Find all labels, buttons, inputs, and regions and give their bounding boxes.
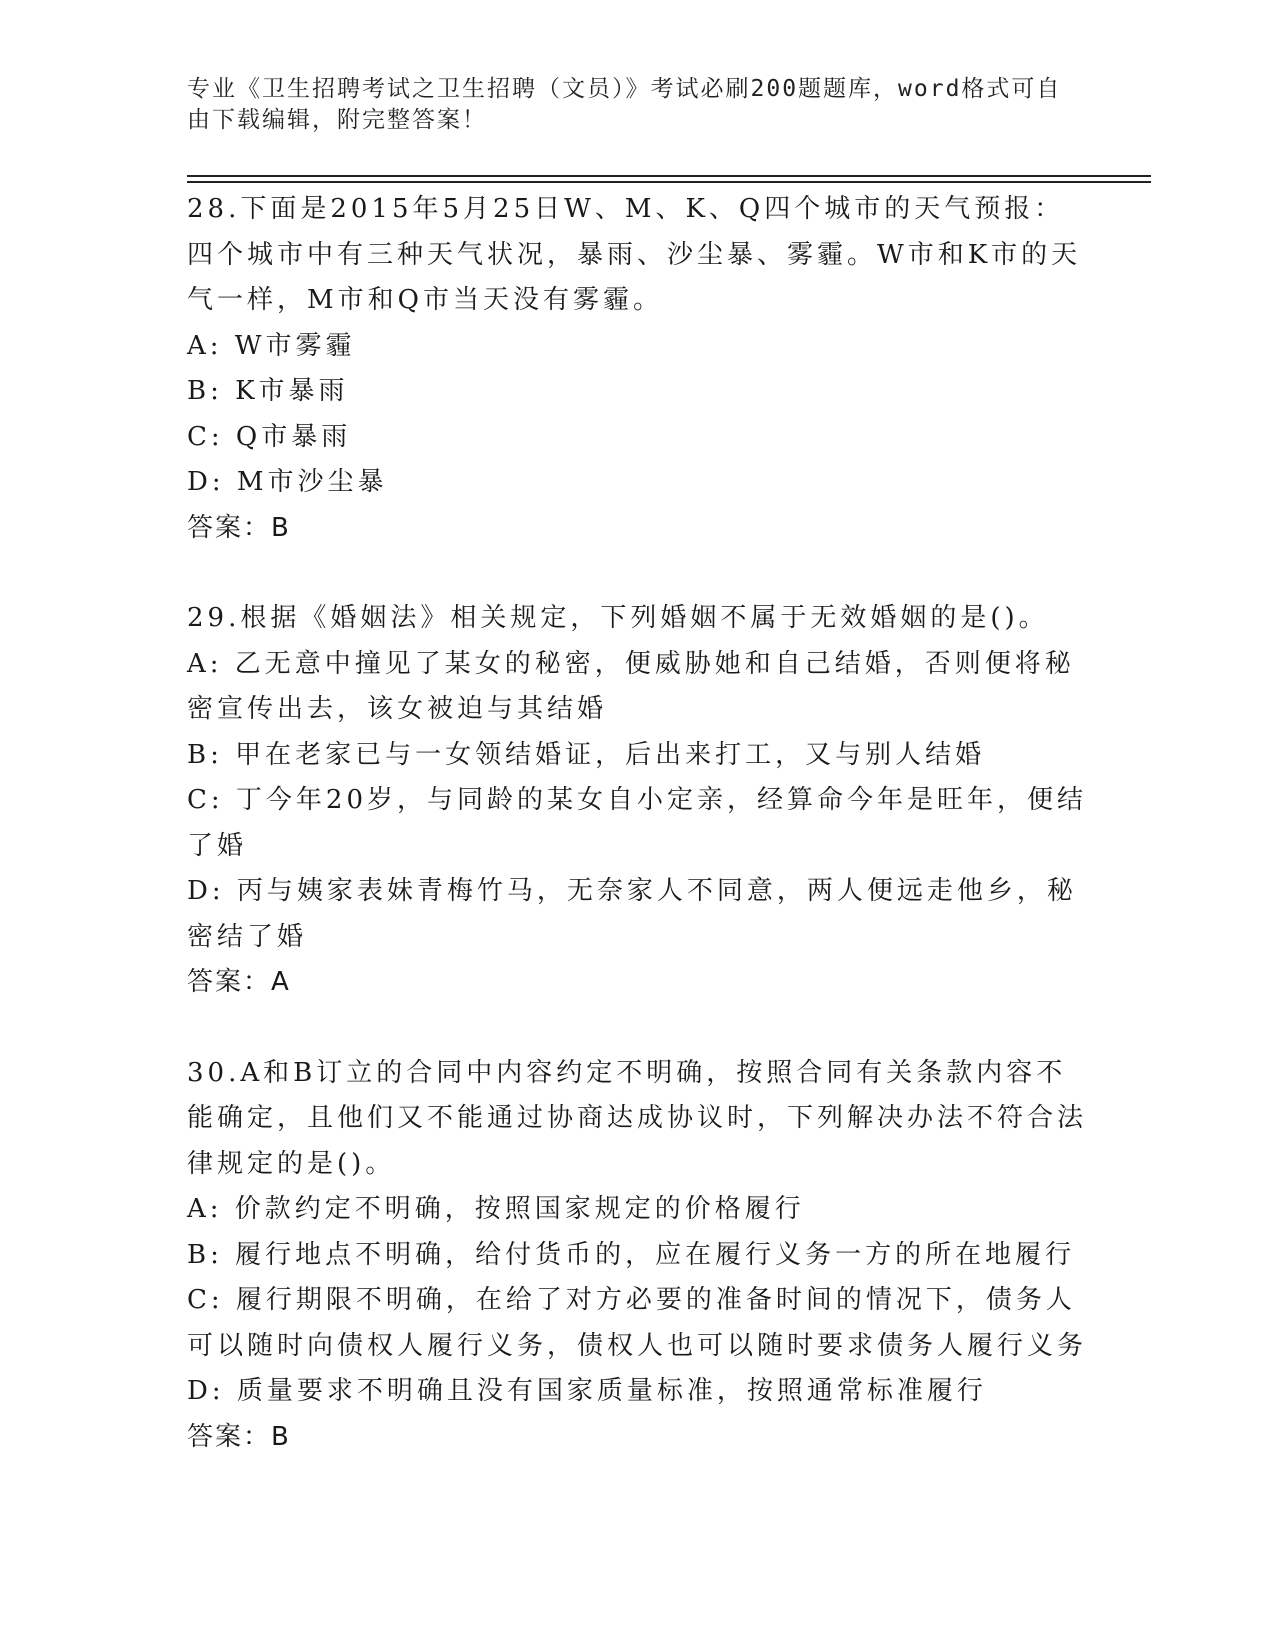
question-29 [187,596,1087,1006]
option-b: B: 甲在老家已与一女领结婚证，后出来打工，又与别人结婚 [187,739,986,770]
option-d: D: M市沙尘暴 [187,467,388,497]
option-a: A: 价款约定不明确，按照国家规定的价格履行 [187,1194,805,1224]
option-b: B: 履行地点不明确，给付货币的，应在履行义务一方的所在地履行 [187,1239,1076,1270]
option-b: B: K市暴雨 [187,376,349,406]
option-c: C: 丁今年20岁，与同龄的某女自小定亲，经算命今年是旺年，便结了婚 [187,785,1088,861]
question-list [187,187,1087,1460]
option-c: C: 履行期限不明确，在给了对方必要的准备时间的情况下，债务人可以随时向债权人履行义务，债权人也可以随时要求债务人履行义务 [187,1285,1088,1361]
question-stem: 28.下面是2015年5月25日W、M、K、Q四个城市的天气预报：四个城市中有三种天气状况，暴雨、沙尘暴、雾霾。W市和K市的天气一样，M市和Q市当天没有雾霾。 [187,194,1082,315]
answer: 答案：A [187,967,291,997]
question-stem: 29.根据《婚姻法》相关规定，下列婚姻不属于无效婚姻的是()。 [187,603,1049,633]
option-a: A: W市雾霾 [187,330,356,361]
answer: 答案：B [187,512,291,543]
option-c: C: Q市暴雨 [187,421,352,452]
option-d: D: 质量要求不明确且没有国家质量标准，按照通常标准履行 [187,1376,987,1406]
header-divider-bottom [187,181,1151,183]
question-stem: 30.A和B订立的合同中内容约定不明确，按照合同有关条款内容不能确定，且他们又不能通过协商达成协议时，下列解决办法不符合法律规定的是()。 [187,1057,1088,1179]
option-d: D: 丙与姨家表妹青梅竹马，无奈家人不同意，两人便远走他乡，秘密结了婚 [187,876,1077,952]
option-a: A: 乙无意中撞见了某女的秘密，便威胁她和自己结婚，否则便将秘密宣传出去，该女被迫与其结婚 [187,648,1075,724]
document-header: 专业《卫生招聘考试之卫生招聘（文员）》考试必刷200题题库，word格式可自由下载编辑，附完整答案！ [187,76,1062,133]
answer: 答案：B [187,1421,291,1452]
question-30 [187,1051,1087,1461]
header-divider-top [187,175,1151,177]
question-28 [187,187,1087,551]
